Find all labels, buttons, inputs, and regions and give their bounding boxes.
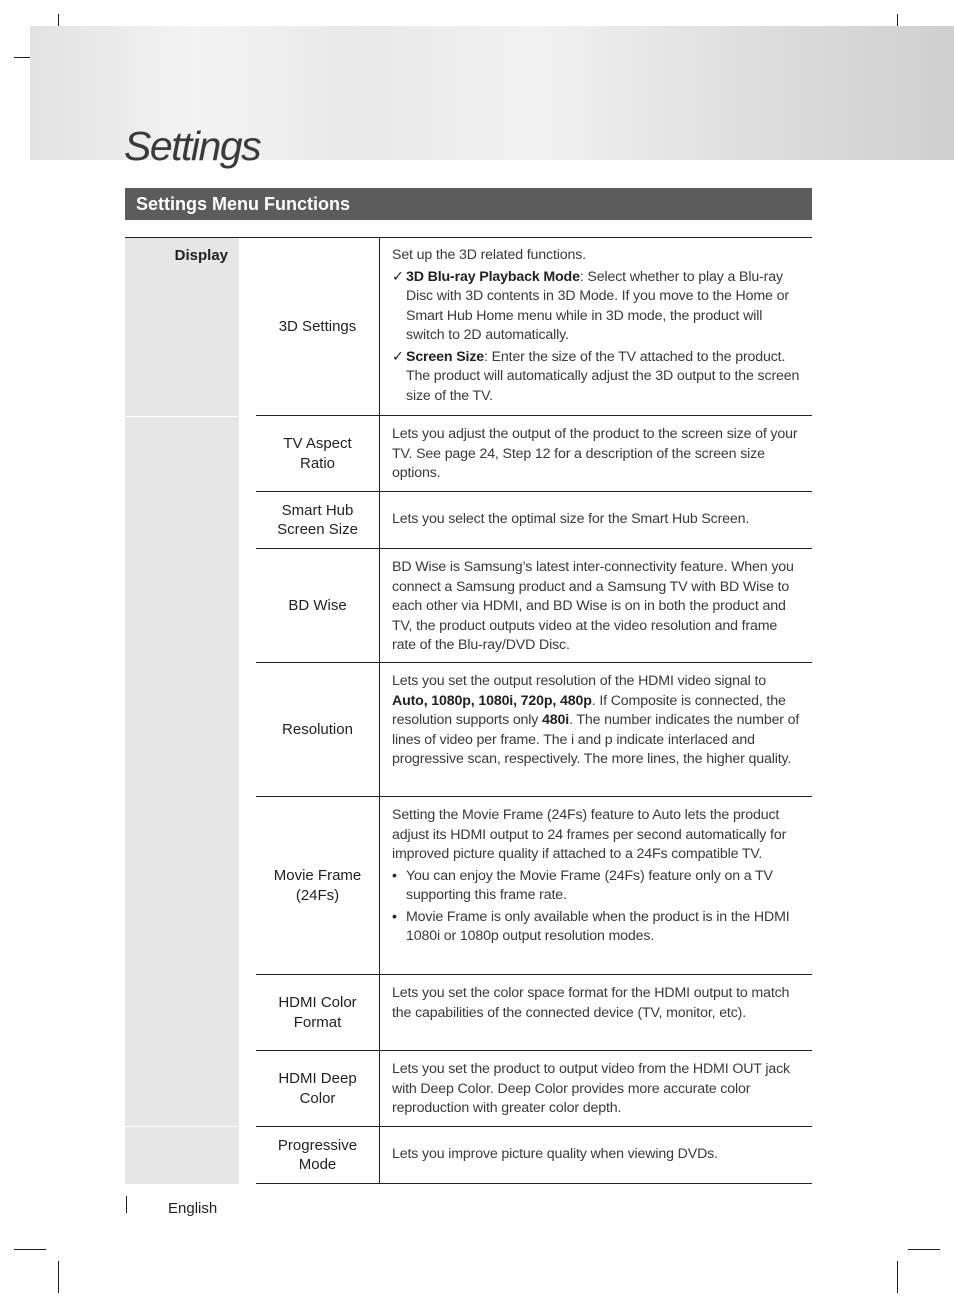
crop-mark [14, 1249, 46, 1250]
category-label: Display [174, 247, 228, 264]
table-row [256, 492, 812, 549]
check-icon: ✓ [392, 268, 404, 285]
row-description: Lets you improve picture quality when viewing DVDs. [392, 1146, 718, 1163]
crop-mark [908, 1249, 940, 1250]
check-item [392, 268, 804, 346]
item-text: : Enter the size of the TV attached to the product. The product will automatically adjust the 3D output to the screen size of the TV. [406, 348, 800, 404]
row-name [256, 975, 380, 1050]
row-name [256, 1127, 380, 1183]
table-row [256, 975, 812, 1051]
row-name: 3D Settings [256, 238, 380, 415]
table-row [256, 416, 812, 492]
item-term: 3D Blu-ray Playback Mode [406, 268, 580, 285]
row-intro: Set up the 3D related functions. [392, 247, 586, 263]
item-text: : Select whether to play a Blu-ray Disc with 3D contents in 3D Mode. If you move to the Home or Smart Hub Home menu while in 3D mode, the product will switch to 2D automatically. [406, 268, 789, 343]
page-title: Settings [124, 123, 261, 169]
row-description [381, 663, 812, 796]
row-description: Lets you set the color space format for the HDMI output to match the capabilities of the connected device (TV, monitor, etc). [392, 985, 790, 1021]
category-divider [125, 416, 239, 417]
item-text: You can enjoy the Movie Frame (24Fs) feature only on a TV supporting this frame rate. [406, 867, 773, 903]
row-name: BD Wise [256, 549, 380, 662]
check-item [392, 348, 804, 407]
desc-bold: 480i [542, 712, 570, 728]
row-description: Lets you adjust the output of the product to the screen size of your TV. See page 24, Step 12 for a description of the screen size options. [392, 426, 798, 481]
footer-language: English [168, 1200, 218, 1217]
row-name: Resolution [256, 663, 380, 796]
row-description: Lets you select the optimal size for the Smart Hub Screen. [392, 511, 750, 528]
table-row [256, 1051, 812, 1127]
row-description [381, 238, 812, 415]
item-term: Screen Size [406, 348, 485, 365]
row-name [256, 492, 380, 548]
row-name-text: Movie Frame (24Fs) [273, 867, 362, 904]
row-description: BD Wise is Samsung’s latest inter-connectivity feature. When you connect a Samsung product and a Samsung TV with BD Wise to each other via HDMI, and BD Wise is on in both the product and TV, the product outputs video at the video resolution and frame rate of the Blu-ray/DVD Disc. [392, 559, 794, 653]
category-column [125, 238, 239, 1184]
desc-text: . If Composite is connected, the resolution supports only [392, 692, 786, 728]
desc-text: . The number indicates the number of lines of video per frame. The i and p indicate interlaced and progressive scan, respectively. The more lines, the higher quality. [392, 712, 800, 767]
row-description: Lets you set the product to output video from the HDMI OUT jack with Deep Color. Deep Color provides more accurate color reproduction with greater color depth. [392, 1061, 790, 1116]
bullet-item [392, 867, 804, 906]
bullet-icon: • [392, 908, 397, 925]
bullet-icon: • [392, 867, 397, 884]
row-name-text: Progressive Mode [277, 1136, 358, 1173]
desc-text: Lets you set the output resolution of the HDMI video signal to [392, 673, 766, 689]
crop-mark [58, 1261, 59, 1293]
row-name-text: HDMI Color Format [278, 994, 357, 1031]
section-title: Settings Menu Functions [125, 188, 812, 220]
row-name [256, 416, 380, 491]
table-row [256, 549, 812, 663]
table-row [256, 1127, 812, 1184]
footer-divider [126, 1196, 127, 1213]
table-row [256, 663, 812, 797]
desc-bold: Auto, 1080p, 1080i, 720p, 480p [392, 692, 592, 709]
table-row [256, 238, 812, 416]
row-name [256, 797, 380, 974]
bullet-item [392, 908, 804, 947]
row-intro: Setting the Movie Frame (24Fs) feature to Auto lets the product adjust its HDMI output to 24 frames per second automatically for improved picture quality if attached to a 24Fs compatible TV. [392, 807, 787, 862]
check-icon: ✓ [392, 348, 404, 365]
row-name-text: HDMI Deep Color [278, 1070, 357, 1107]
row-name [256, 1051, 380, 1126]
item-text: Movie Frame is only available when the product is in the HDMI 1080i or 1080p output resolution modes. [406, 908, 790, 944]
gap-column [239, 238, 256, 1184]
row-name-text: Smart Hub Screen Size [277, 501, 358, 538]
row-name-text: TV Aspect Ratio [283, 435, 352, 472]
crop-mark [897, 1261, 898, 1293]
category-divider [125, 1126, 239, 1127]
table-row [256, 797, 812, 975]
row-description [381, 797, 812, 974]
